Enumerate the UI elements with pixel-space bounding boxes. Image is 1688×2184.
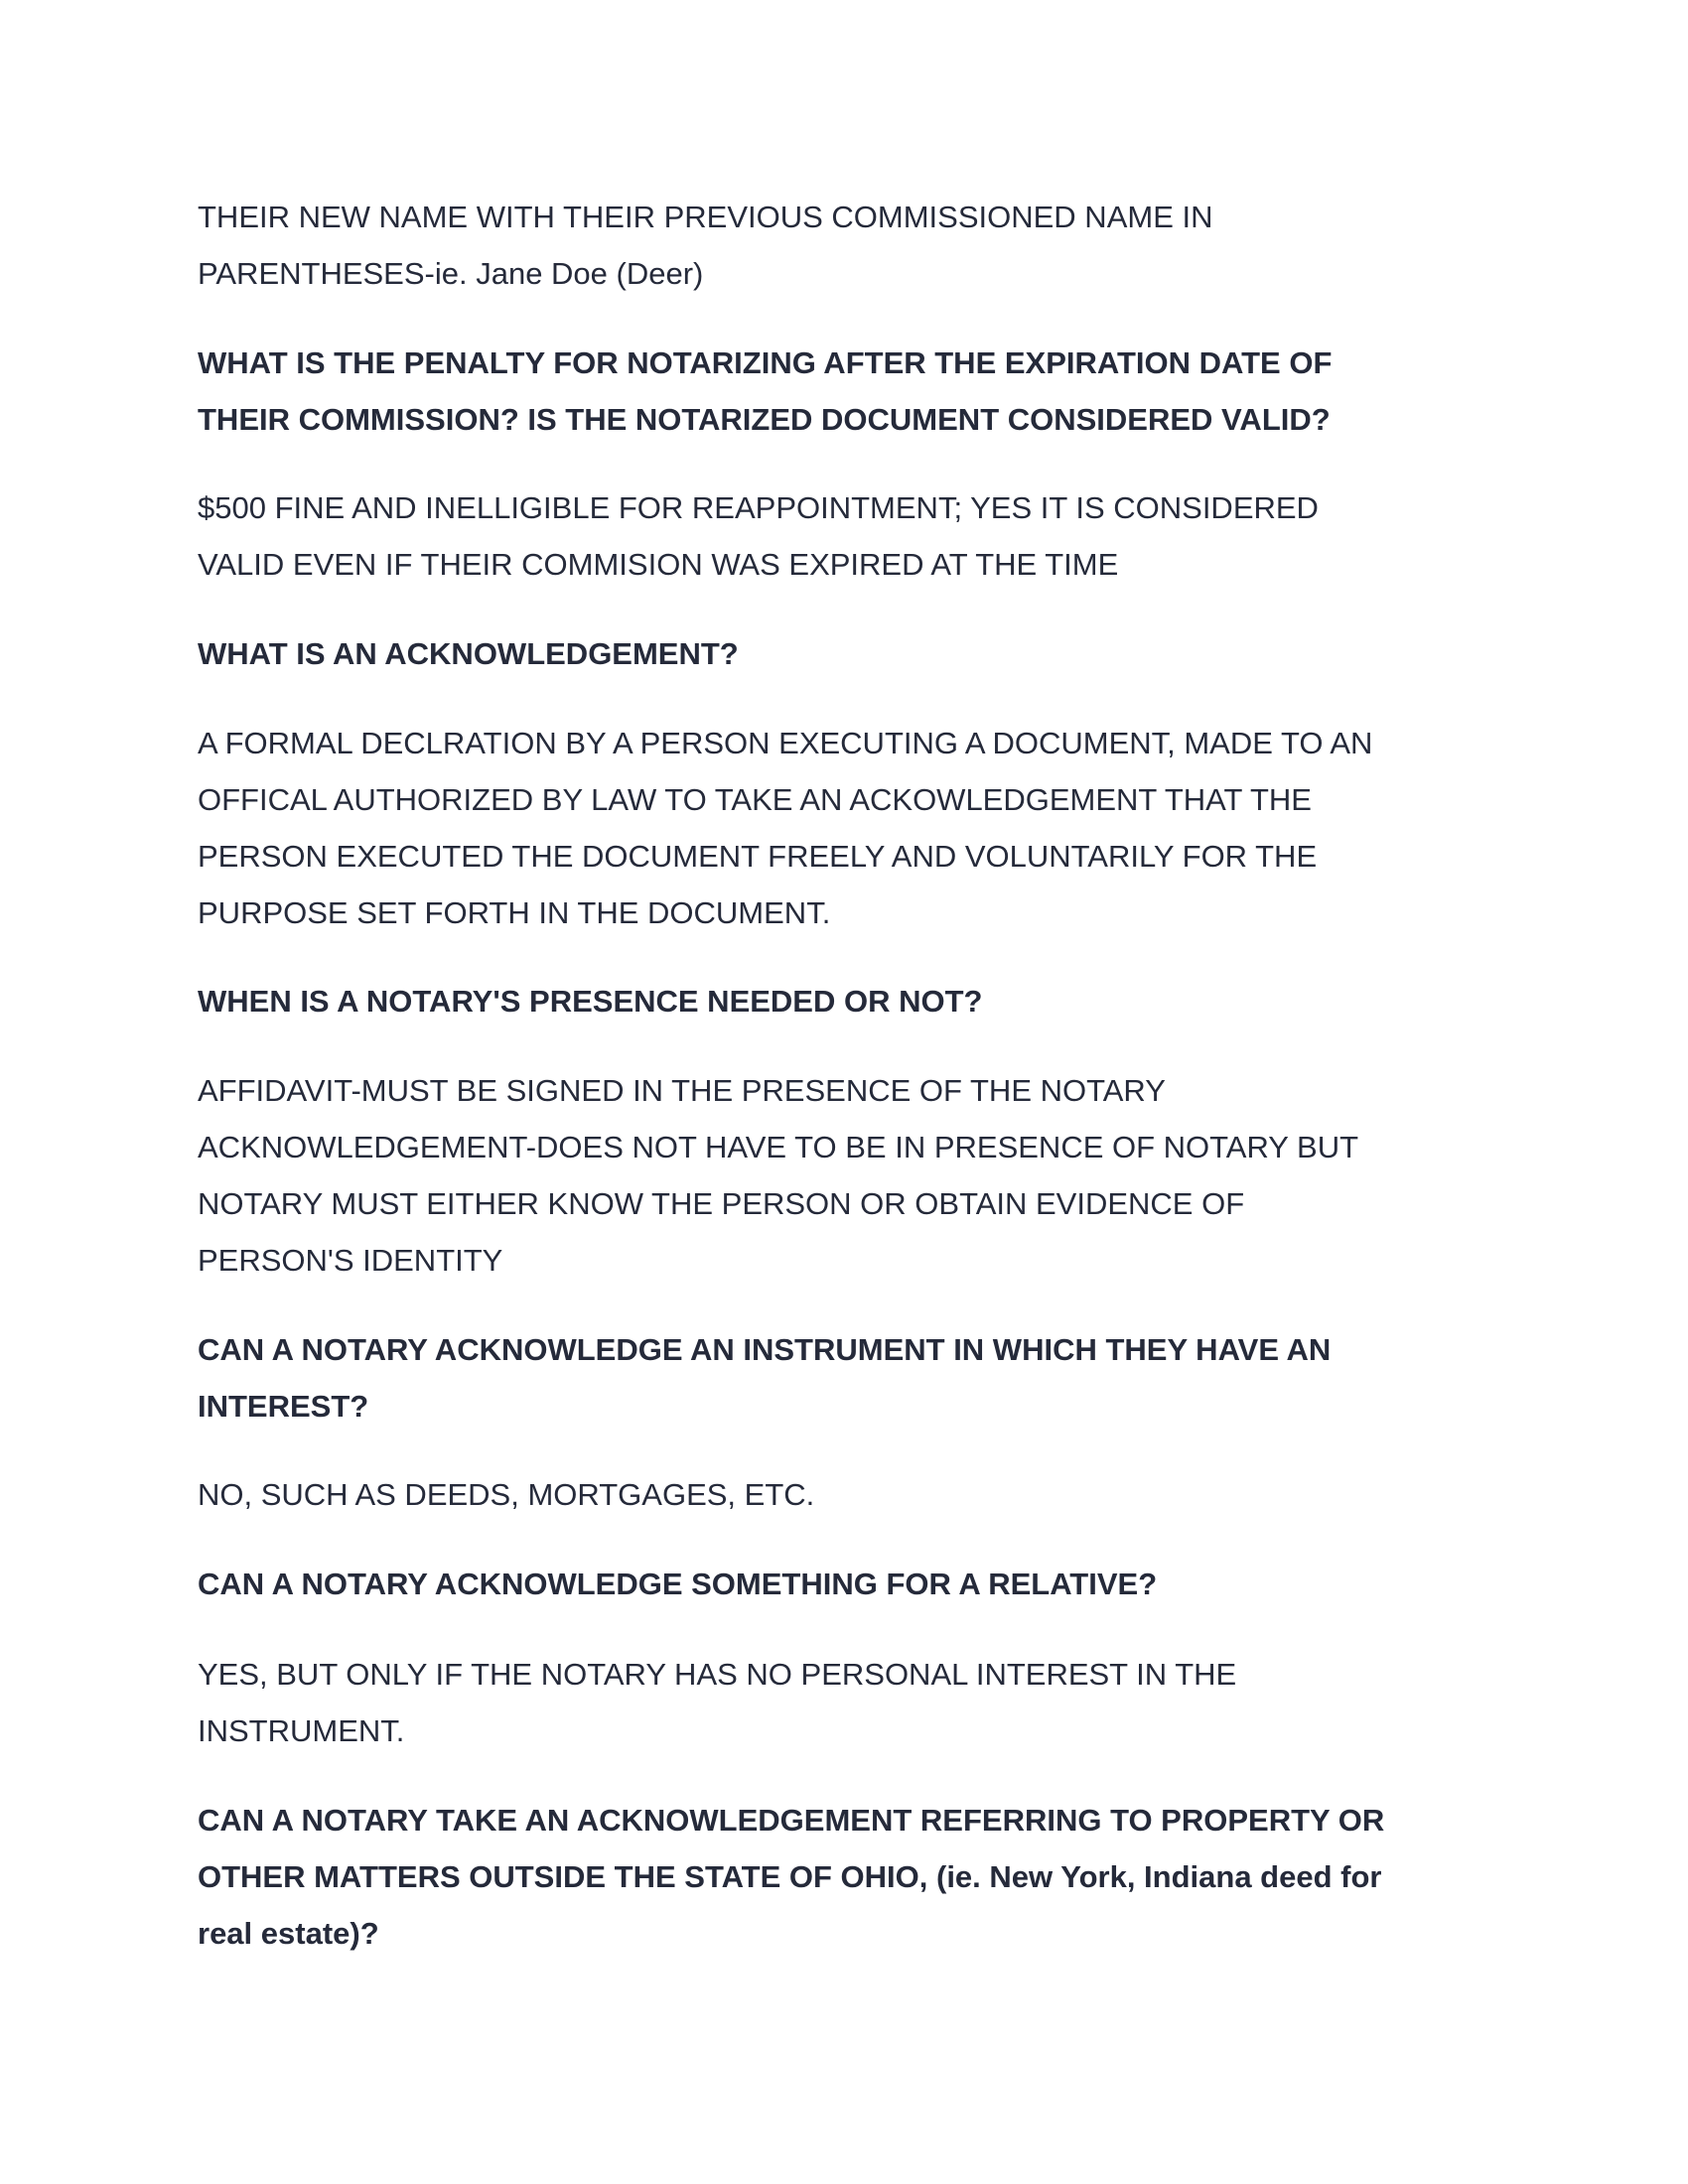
- text-line: OTHER MATTERS OUTSIDE THE STATE OF OHIO, (ie. New York, Indiana deed for: [198, 1859, 1382, 1894]
- text-line: OFFICAL AUTHORIZED BY LAW TO TAKE AN ACKOWLEDGEMENT THAT THE: [198, 782, 1312, 817]
- text-line: $500 FINE AND INELLIGIBLE FOR REAPPOINTMENT; YES IT IS CONSIDERED: [198, 490, 1319, 525]
- answer-paragraph: [198, 1466, 814, 1523]
- text-line: VALID EVEN IF THEIR COMMISION WAS EXPIRED AT THE TIME: [198, 547, 1119, 582]
- text-line: AFFIDAVIT-MUST BE SIGNED IN THE PRESENCE OF THE NOTARY: [198, 1073, 1166, 1108]
- question-heading: [198, 1321, 1331, 1434]
- answer-paragraph: [198, 1062, 1358, 1289]
- text-line: CAN A NOTARY TAKE AN ACKNOWLEDGEMENT REFERRING TO PROPERTY OR: [198, 1803, 1385, 1838]
- question-heading: [198, 625, 739, 682]
- answer-paragraph: [198, 1646, 1236, 1759]
- question-heading: [198, 1556, 1157, 1612]
- question-heading: [198, 1792, 1384, 1962]
- text-line: YES, BUT ONLY IF THE NOTARY HAS NO PERSONAL INTEREST IN THE: [198, 1657, 1237, 1692]
- answer-paragraph: [198, 189, 1213, 302]
- text-line: THEIR NEW NAME WITH THEIR PREVIOUS COMMISSIONED NAME IN: [198, 200, 1213, 234]
- text-line: real estate)?: [198, 1916, 379, 1951]
- text-line: INTEREST?: [198, 1389, 369, 1424]
- question-heading: [198, 973, 982, 1029]
- text-line: NO, SUCH AS DEEDS, MORTGAGES, ETC.: [198, 1477, 815, 1512]
- text-line: PARENTHESES-ie. Jane Doe (Deer): [198, 256, 704, 291]
- text-line: PERSON'S IDENTITY: [198, 1243, 503, 1278]
- text-line: PERSON EXECUTED THE DOCUMENT FREELY AND VOLUNTARILY FOR THE: [198, 839, 1318, 874]
- text-line: WHAT IS THE PENALTY FOR NOTARIZING AFTER THE EXPIRATION DATE OF: [198, 345, 1333, 380]
- question-heading: [198, 335, 1332, 448]
- text-line: INSTRUMENT.: [198, 1713, 405, 1748]
- text-line: CAN A NOTARY ACKNOWLEDGE SOMETHING FOR A RELATIVE?: [198, 1567, 1158, 1601]
- answer-paragraph: [198, 479, 1319, 593]
- text-line: A FORMAL DECLRATION BY A PERSON EXECUTING A DOCUMENT, MADE TO AN: [198, 726, 1373, 760]
- text-line: ACKNOWLEDGEMENT-DOES NOT HAVE TO BE IN PRESENCE OF NOTARY BUT: [198, 1130, 1359, 1164]
- text-line: THEIR COMMISSION? IS THE NOTARIZED DOCUMENT CONSIDERED VALID?: [198, 402, 1331, 437]
- text-line: PURPOSE SET FORTH IN THE DOCUMENT.: [198, 895, 831, 930]
- text-line: NOTARY MUST EITHER KNOW THE PERSON OR OBTAIN EVIDENCE OF: [198, 1186, 1245, 1221]
- text-line: WHEN IS A NOTARY'S PRESENCE NEEDED OR NOT?: [198, 984, 983, 1019]
- answer-paragraph: [198, 715, 1372, 941]
- text-line: WHAT IS AN ACKNOWLEDGEMENT?: [198, 636, 739, 671]
- text-line: CAN A NOTARY ACKNOWLEDGE AN INSTRUMENT IN WHICH THEY HAVE AN: [198, 1332, 1332, 1367]
